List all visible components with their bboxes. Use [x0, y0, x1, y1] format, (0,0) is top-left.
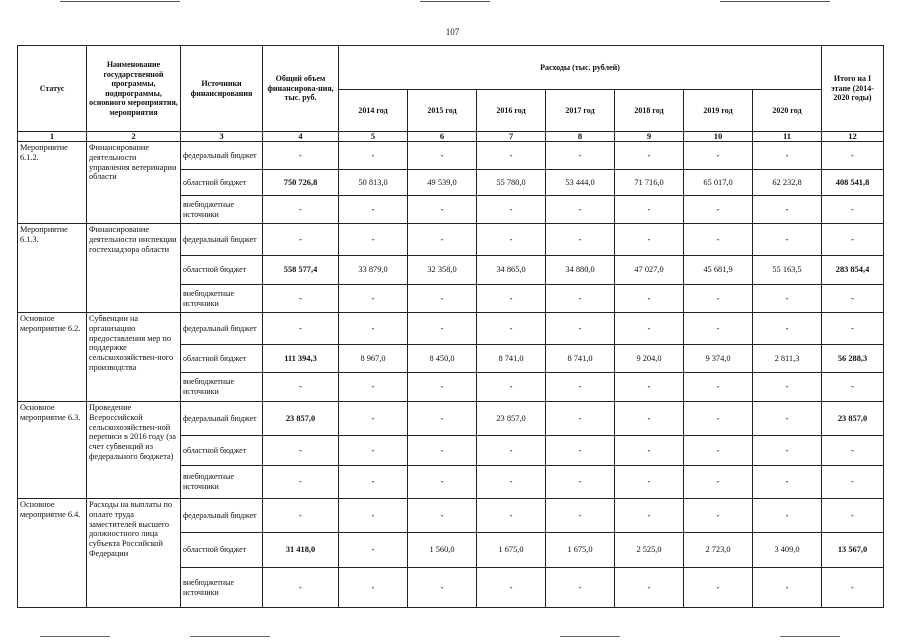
value-cell: -	[822, 499, 884, 533]
value-cell: 111 394,3	[263, 345, 339, 373]
table-row	[18, 499, 884, 533]
value-cell: -	[408, 499, 477, 533]
value-cell: -	[408, 568, 477, 608]
value-cell: -	[753, 196, 822, 224]
column-number: 5	[339, 132, 408, 142]
value-cell: -	[477, 196, 546, 224]
value-cell: -	[684, 285, 753, 313]
value-cell: -	[339, 224, 408, 256]
source-cell: федеральный бюджет	[181, 142, 263, 170]
header-year: 2017 год	[546, 90, 615, 132]
value-cell: 50 813,0	[339, 170, 408, 196]
value-cell: -	[753, 466, 822, 499]
header-name: Наименование государственной программы, подпрограммы, основного мероприятия, мероприятия	[87, 46, 181, 132]
column-number: 10	[684, 132, 753, 142]
value-cell: -	[339, 466, 408, 499]
page-number: 107	[445, 27, 460, 37]
value-cell: -	[477, 466, 546, 499]
column-number: 6	[408, 132, 477, 142]
table-row	[18, 313, 884, 345]
value-cell: -	[546, 436, 615, 466]
column-number: 4	[263, 132, 339, 142]
table-row	[18, 402, 884, 436]
value-cell: -	[684, 499, 753, 533]
source-cell: федеральный бюджет	[181, 402, 263, 436]
value-cell: -	[822, 285, 884, 313]
value-cell: -	[753, 313, 822, 345]
value-cell: -	[822, 568, 884, 608]
column-number: 1	[18, 132, 87, 142]
value-cell: -	[615, 224, 684, 256]
name-cell: Финансирование деятельности управления ветеринарии области	[87, 142, 181, 224]
value-cell: -	[477, 224, 546, 256]
value-cell: -	[615, 499, 684, 533]
value-cell: 31 418,0	[263, 533, 339, 568]
value-cell: -	[263, 285, 339, 313]
source-cell: областной бюджет	[181, 533, 263, 568]
value-cell: -	[615, 402, 684, 436]
value-cell: 9 374,0	[684, 345, 753, 373]
header-status: Статус	[18, 46, 87, 132]
value-cell: 9 204,0	[615, 345, 684, 373]
value-cell: -	[339, 533, 408, 568]
value-cell: 408 541,8	[822, 170, 884, 196]
value-cell: 8 450,0	[408, 345, 477, 373]
value-cell: -	[546, 224, 615, 256]
value-cell: 55 780,0	[477, 170, 546, 196]
column-number: 8	[546, 132, 615, 142]
value-cell: 71 716,0	[615, 170, 684, 196]
value-cell: 23 857,0	[477, 402, 546, 436]
value-cell: -	[615, 373, 684, 402]
value-cell: 32 358,0	[408, 256, 477, 285]
source-cell: внебюджетные источники	[181, 568, 263, 608]
value-cell: -	[477, 285, 546, 313]
value-cell: -	[684, 196, 753, 224]
expenses-table	[17, 45, 884, 608]
table-body	[18, 142, 884, 608]
value-cell: 2 811,3	[753, 345, 822, 373]
value-cell: 283 854,4	[822, 256, 884, 285]
source-cell: внебюджетные источники	[181, 285, 263, 313]
status-cell: Основное мероприятие 6.4.	[18, 499, 87, 608]
value-cell: -	[753, 568, 822, 608]
value-cell: -	[546, 285, 615, 313]
status-cell: Мероприятие 6.1.2.	[18, 142, 87, 224]
value-cell: -	[263, 436, 339, 466]
value-cell: 23 857,0	[822, 402, 884, 436]
name-cell: Расходы на выплаты по оплате труда заместителей высшего должностного лица субъекта Российской Федерации	[87, 499, 181, 608]
source-cell: областной бюджет	[181, 170, 263, 196]
value-cell: 558 577,4	[263, 256, 339, 285]
value-cell: -	[753, 142, 822, 170]
name-cell: Проведение Всероссийской сельскохозяйствен-ной переписи в 2016 году (за счет субвенций из федерального бюджета)	[87, 402, 181, 499]
value-cell: -	[546, 373, 615, 402]
value-cell: -	[546, 499, 615, 533]
value-cell: -	[408, 196, 477, 224]
value-cell: 62 232,8	[753, 170, 822, 196]
value-cell: -	[408, 313, 477, 345]
column-number: 3	[181, 132, 263, 142]
name-cell: Субвенции на организацию предоставления мер по поддержке сельскохозяйствен-ного производства	[87, 313, 181, 402]
value-cell: -	[684, 373, 753, 402]
value-cell: -	[615, 313, 684, 345]
value-cell: -	[408, 142, 477, 170]
value-cell: -	[546, 466, 615, 499]
source-cell: внебюджетные источники	[181, 196, 263, 224]
value-cell: -	[615, 568, 684, 608]
value-cell: -	[822, 224, 884, 256]
value-cell: 1 560,0	[408, 533, 477, 568]
value-cell: -	[753, 224, 822, 256]
table-row	[18, 142, 884, 170]
value-cell: -	[753, 373, 822, 402]
value-cell: -	[263, 224, 339, 256]
source-cell: областной бюджет	[181, 345, 263, 373]
value-cell: -	[477, 568, 546, 608]
header-total: Общий объем финансирова-ния, тыс. руб.	[263, 46, 339, 132]
value-cell: 56 288,3	[822, 345, 884, 373]
value-cell: -	[263, 313, 339, 345]
value-cell: 8 741,0	[477, 345, 546, 373]
value-cell: -	[684, 142, 753, 170]
header-year: 2016 год	[477, 90, 546, 132]
source-cell: внебюджетные источники	[181, 373, 263, 402]
value-cell: -	[753, 436, 822, 466]
source-cell: федеральный бюджет	[181, 313, 263, 345]
header-expenses: Расходы (тыс. рублей)	[339, 46, 822, 90]
value-cell: -	[822, 436, 884, 466]
header-year: 2014 год	[339, 90, 408, 132]
value-cell: -	[339, 373, 408, 402]
value-cell: -	[408, 224, 477, 256]
value-cell: -	[822, 466, 884, 499]
value-cell: -	[822, 142, 884, 170]
value-cell: -	[408, 373, 477, 402]
value-cell: -	[339, 285, 408, 313]
value-cell: -	[546, 568, 615, 608]
value-cell: -	[339, 568, 408, 608]
value-cell: -	[339, 499, 408, 533]
value-cell: -	[477, 313, 546, 345]
value-cell: -	[822, 313, 884, 345]
value-cell: 34 880,0	[546, 256, 615, 285]
value-cell: -	[615, 196, 684, 224]
value-cell: -	[477, 499, 546, 533]
source-cell: областной бюджет	[181, 256, 263, 285]
value-cell: -	[263, 196, 339, 224]
value-cell: -	[339, 142, 408, 170]
value-cell: 53 444,0	[546, 170, 615, 196]
value-cell: -	[339, 402, 408, 436]
value-cell: -	[753, 402, 822, 436]
header-summary: Итого на I этапе (2014-2020 годы)	[822, 46, 884, 132]
value-cell: 23 857,0	[263, 402, 339, 436]
value-cell: -	[408, 436, 477, 466]
value-cell: -	[477, 142, 546, 170]
value-cell: 47 027,0	[615, 256, 684, 285]
value-cell: -	[263, 142, 339, 170]
source-cell: федеральный бюджет	[181, 499, 263, 533]
header-year: 2018 год	[615, 90, 684, 132]
value-cell: 8 741,0	[546, 345, 615, 373]
source-cell: внебюджетные источники	[181, 466, 263, 499]
value-cell: 1 675,0	[546, 533, 615, 568]
value-cell: -	[684, 466, 753, 499]
value-cell: 13 567,0	[822, 533, 884, 568]
column-number: 11	[753, 132, 822, 142]
value-cell: -	[615, 436, 684, 466]
value-cell: -	[615, 142, 684, 170]
value-cell: 49 539,0	[408, 170, 477, 196]
value-cell: -	[339, 313, 408, 345]
column-number: 7	[477, 132, 546, 142]
header-year: 2015 год	[408, 90, 477, 132]
value-cell: -	[684, 224, 753, 256]
value-cell: -	[684, 313, 753, 345]
value-cell: -	[684, 568, 753, 608]
column-numbers-row	[18, 132, 884, 142]
source-cell: федеральный бюджет	[181, 224, 263, 256]
value-cell: -	[408, 285, 477, 313]
status-cell: Основное мероприятие 6.2.	[18, 313, 87, 402]
value-cell: -	[546, 402, 615, 436]
value-cell: -	[263, 466, 339, 499]
value-cell: -	[753, 499, 822, 533]
value-cell: -	[615, 466, 684, 499]
value-cell: -	[339, 196, 408, 224]
value-cell: -	[339, 436, 408, 466]
header-source: Источники финансирования	[181, 46, 263, 132]
value-cell: 34 865,0	[477, 256, 546, 285]
value-cell: 750 726,8	[263, 170, 339, 196]
value-cell: 1 675,0	[477, 533, 546, 568]
value-cell: -	[477, 373, 546, 402]
value-cell: -	[546, 196, 615, 224]
value-cell: 3 409,0	[753, 533, 822, 568]
value-cell: -	[408, 466, 477, 499]
value-cell: -	[684, 402, 753, 436]
value-cell: -	[546, 142, 615, 170]
value-cell: 2 723,0	[684, 533, 753, 568]
value-cell: 55 163,5	[753, 256, 822, 285]
value-cell: -	[408, 402, 477, 436]
value-cell: -	[822, 196, 884, 224]
value-cell: 33 879,0	[339, 256, 408, 285]
column-number: 9	[615, 132, 684, 142]
name-cell: Финансирование деятельности инспекции гостехнадзора области	[87, 224, 181, 313]
value-cell: 45 681,9	[684, 256, 753, 285]
value-cell: -	[822, 373, 884, 402]
column-number: 12	[822, 132, 884, 142]
value-cell: -	[684, 436, 753, 466]
value-cell: -	[546, 313, 615, 345]
value-cell: -	[753, 285, 822, 313]
value-cell: -	[477, 436, 546, 466]
column-number: 2	[87, 132, 181, 142]
value-cell: -	[263, 499, 339, 533]
value-cell: -	[615, 285, 684, 313]
value-cell: 65 017,0	[684, 170, 753, 196]
table-row	[18, 224, 884, 256]
value-cell: 2 525,0	[615, 533, 684, 568]
status-cell: Основное мероприятие 6.3.	[18, 402, 87, 499]
header-year: 2020 год	[753, 90, 822, 132]
value-cell: -	[263, 373, 339, 402]
status-cell: Мероприятие 6.1.3.	[18, 224, 87, 313]
value-cell: 8 967,0	[339, 345, 408, 373]
header-year: 2019 год	[684, 90, 753, 132]
value-cell: -	[263, 568, 339, 608]
source-cell: областной бюджет	[181, 436, 263, 466]
